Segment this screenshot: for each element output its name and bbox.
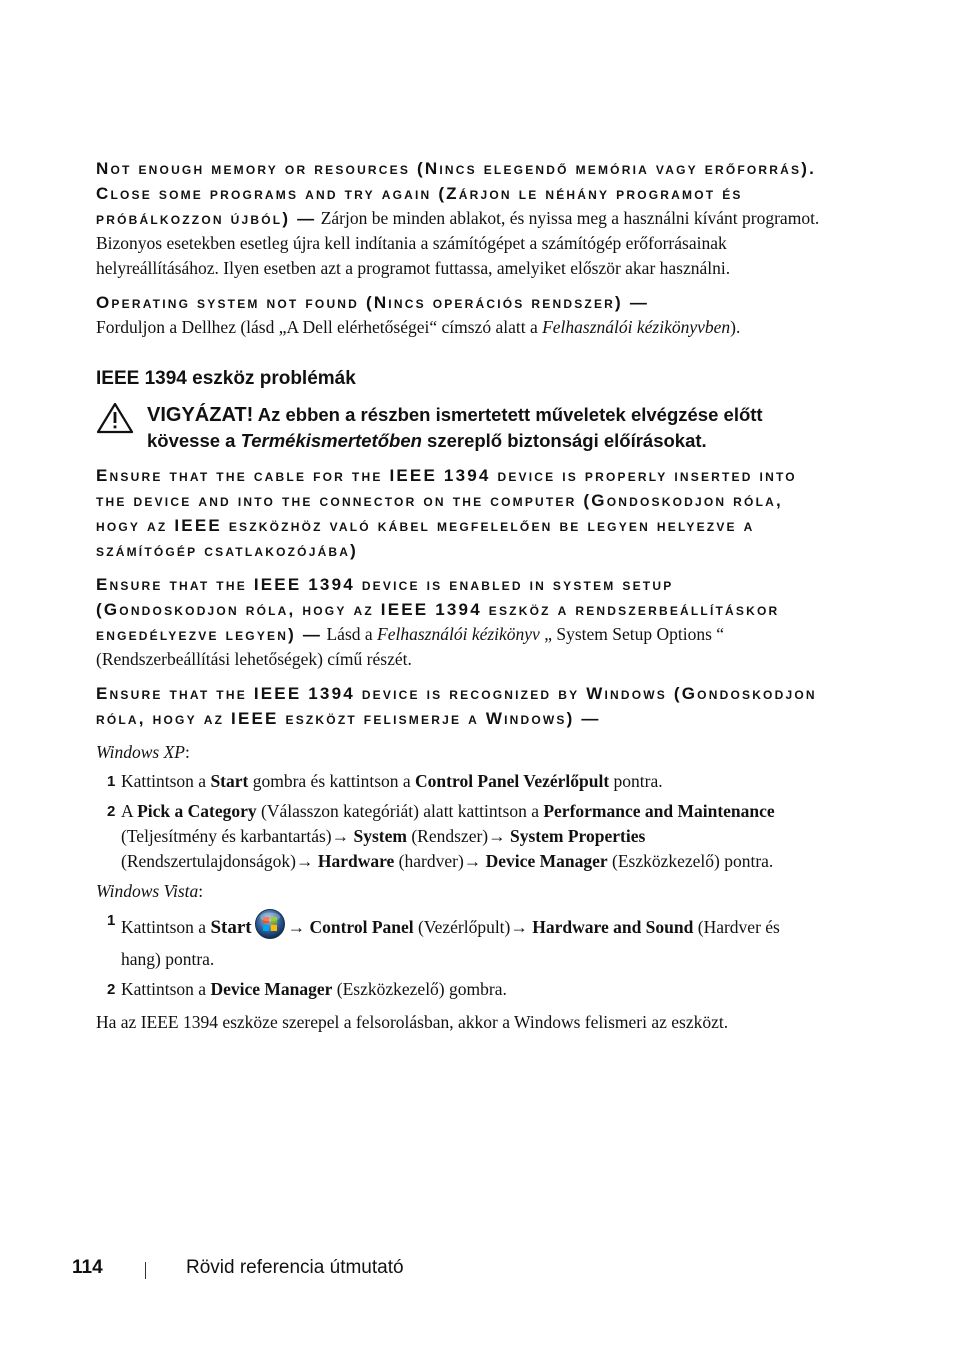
step-text: (Rendszertulajdonságok)→: [121, 851, 318, 871]
xp-step: [96, 799, 822, 874]
warning-text-italic: Termékismertetőben: [240, 430, 422, 451]
os-not-found-heading: Operating system not found (Nincs operációs rendszer) —: [96, 293, 650, 312]
xp-step: [96, 769, 822, 794]
warning-triangle-icon: [96, 402, 134, 440]
vista-label-colon: :: [198, 881, 204, 901]
step-term: Performance and Maintenance: [543, 801, 775, 821]
vista-step: [96, 908, 822, 972]
memory-error-body: Zárjon be minden ablakot, és nyissa meg a használni kívánt programot. Bizonyos esetekben esetleg újra kell indítania a számítógépet a számítógép erőforrásainak helyreállításához. Ilyen esetben azt a programot futtassa, amelyiket először akar használni.: [96, 208, 820, 278]
warning-text-pre: Az ebben a részben ismertetett műveletek elvégzése előtt kövesse a: [147, 404, 763, 451]
check-setup-body-post: „ System Setup Options “ (Rendszerbeállítási lehetőségek) című részét.: [96, 624, 725, 669]
page-footer: [72, 1257, 772, 1283]
check-cable-heading: Ensure that the cable for the IEEE 1394 device is properly inserted into the device and into the connector on the computer (Gondoskodjon róla, hogy az IEEE eszközhöz való kábel megfelelően be legyen helyezve a számítógép csatlakozójába): [96, 466, 797, 560]
step-term: Device Manager: [485, 851, 608, 871]
step-text: (Vezérlőpult)→: [413, 917, 533, 937]
step-text: (Teljesítmény és karbantartás)→: [121, 826, 354, 846]
os-not-found-body-italic: Felhasználói kézikönyvben: [542, 317, 731, 337]
step-text: (Hardver és hang) pontra.: [121, 917, 780, 969]
xp-steps: [96, 769, 822, 874]
check-recognized-section: [96, 681, 822, 731]
step-term: Device Manager: [210, 979, 333, 999]
step-term: Pick a Category: [137, 801, 257, 821]
check-recognized-heading: Ensure that the IEEE 1394 device is recognized by Windows (Gondoskodjon róla, hogy az IEEE eszközt felismerje a Windows) —: [96, 684, 817, 728]
check-setup-heading: Ensure that the IEEE 1394 device is enabled in system setup (Gondoskodjon róla, hogy az IEEE 1394 eszköz a rendszerbeállításkor engedélyezve legyen) —: [96, 575, 780, 644]
step-text: (Eszközkezelő) pontra.: [607, 851, 774, 871]
warning-label: VIGYÁZAT!: [147, 404, 254, 426]
step-term: System Properties: [510, 826, 646, 846]
vista-label: [96, 879, 822, 904]
check-setup-body-pre: Lásd a: [322, 624, 378, 644]
step-text: (hardver)→: [394, 851, 486, 871]
step-term: Control Panel Vezérlőpult: [415, 771, 610, 791]
step-text: Kattintson a: [121, 979, 211, 999]
os-not-found-body-pre: Forduljon a Dellhez (lásd „A Dell elérhetőségei“ címszó alatt a: [96, 317, 543, 337]
os-not-found-section: [96, 290, 822, 340]
step-number: 2: [107, 803, 116, 820]
step-number: 1: [107, 773, 116, 790]
step-text: A: [121, 801, 138, 821]
xp-label-colon: :: [184, 742, 190, 762]
step-text: (Eszközkezelő) gombra.: [332, 979, 507, 999]
step-text: →: [287, 917, 310, 937]
step-text: Kattintson a: [121, 917, 211, 937]
memory-error-heading: Not enough memory or resources (Nincs elegendő memória vagy erőforrás). Close some programs and try again (Zárjon le néhány programot és próbálkozzon újból) —: [96, 159, 817, 228]
step-text: pontra.: [609, 771, 663, 791]
page-content: [96, 156, 822, 1035]
vista-step: [96, 977, 822, 1002]
conclusion-text: Ha az IEEE 1394 eszköze szerepel a felsorolásban, akkor a Windows felismeri az eszközt.: [96, 1012, 729, 1032]
step-term: Hardware and Sound: [532, 917, 694, 937]
windows-start-orb-icon: [254, 908, 286, 947]
xp-label: [96, 740, 822, 765]
step-term: Start: [210, 771, 249, 791]
os-not-found-body-post: ).: [730, 317, 741, 337]
check-setup-section: [96, 572, 822, 672]
step-text: gombra és kattintson a: [248, 771, 416, 791]
subsection-title: IEEE 1394 eszköz problémák: [96, 368, 356, 389]
xp-label-text: Windows XP: [96, 742, 185, 762]
warning-text-post: szereplő biztonsági előírásokat.: [421, 430, 707, 451]
vista-steps: [96, 908, 822, 1002]
warning-notice: [96, 402, 822, 453]
check-cable-section: [96, 463, 822, 563]
vista-label-text: Windows Vista: [96, 881, 199, 901]
step-text: (Válasszon kategóriát) alatt kattintson a: [256, 801, 544, 821]
step-number: 2: [107, 981, 116, 998]
page-number: 114: [72, 1257, 103, 1278]
check-setup-body-italic: Felhasználói kézikönyv: [377, 624, 540, 644]
step-text: Kattintson a: [121, 771, 211, 791]
step-text: (Rendszer)→: [406, 826, 511, 846]
footer-title: Rövid referencia útmutató: [186, 1257, 404, 1278]
step-term: Hardware: [317, 851, 395, 871]
footer-divider: [145, 1262, 146, 1279]
memory-error-section: [96, 156, 822, 281]
step-term: Control Panel: [309, 917, 414, 937]
step-term: System: [353, 826, 407, 846]
step-term: Start: [210, 917, 252, 938]
step-number: 1: [107, 912, 116, 929]
